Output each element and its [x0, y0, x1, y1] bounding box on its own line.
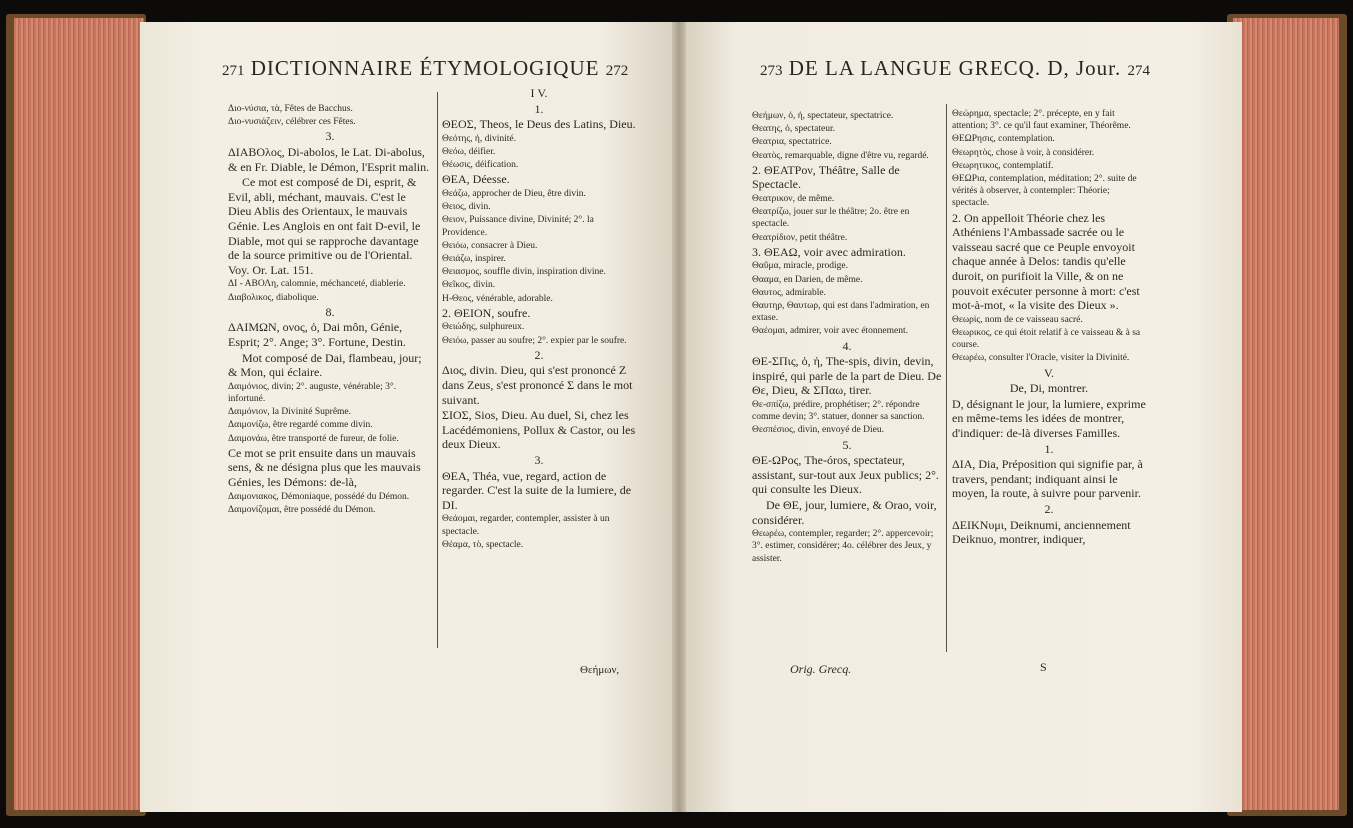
dictionary-entry: Θεάζω, approcher de Dieu, être divin. — [442, 188, 586, 199]
dictionary-entry: Θεότης, ἡ, divinité. — [442, 133, 517, 144]
dictionary-entry: Θεατης, ὁ, spectateur. — [752, 124, 835, 135]
dictionary-entry: Δαιμονίζω, être regardé comme divin. — [228, 420, 373, 431]
dictionary-entry: Θαέομαι, admirer, voir avec étonnement. — [752, 326, 909, 337]
book-gutter — [672, 22, 686, 812]
dictionary-entry: Θεωρητικος, contemplatif. — [952, 160, 1054, 171]
dictionary-entry: Θεόω, déifier. — [442, 146, 496, 157]
dictionary-entry: Θεωρέω, consulter l'Oracle, visiter la Divinité. — [952, 353, 1130, 364]
dictionary-entry: V. — [1043, 365, 1055, 380]
dictionary-entry: 5. — [842, 437, 852, 452]
left-column-1 — [228, 103, 432, 517]
right-page-number-b: 274 — [1127, 63, 1150, 79]
dictionary-entry: Θεωρέω, contempler, regarder; 2°. appercevoir; 3°. estimer, considérer; 4o. célébrer des Jeux, y assister. — [752, 529, 934, 564]
dictionary-entry: Θαυτος, admirable. — [752, 287, 826, 298]
dictionary-entry: 3. — [534, 452, 544, 467]
dictionary-entry: Θειασμος, souffle divin, inspiration divine. — [442, 267, 606, 278]
dictionary-entry: Διαβολικος, diabolique. — [228, 292, 319, 303]
dictionary-entry: Θεῖκος, divin. — [442, 280, 496, 291]
column-rule-left — [437, 92, 438, 648]
dictionary-entry: Θειώδης, sulphureux. — [442, 322, 525, 333]
right-page-number-a: 273 — [760, 63, 783, 79]
dictionary-entry: I V. — [530, 86, 548, 100]
dictionary-entry: Θειάζω, inspirer. — [442, 254, 506, 264]
dictionary-entry: Θεσπέσιος, divin, envoyé de Dieu. — [752, 425, 884, 436]
dictionary-entry: Θεατρια, spectatrice. — [752, 137, 832, 148]
dictionary-entry: ΘΕ-ΩΡος, The-óros, spectateur, assistant, sur-tout aux Jeux publics; 2°. qui consulte les Dieux. — [752, 453, 939, 497]
dictionary-entry: ΘΕΟΣ, Theos, le Deus des Latins, Dieu. — [442, 117, 636, 132]
left-column-2 — [442, 86, 636, 552]
dictionary-entry: Δαιμόνιος, divin; 2°. auguste, vénérable; 3°. infortuné. — [228, 381, 397, 404]
dictionary-entry: 3. — [325, 129, 335, 144]
dictionary-entry: ΘΕΩΡησις, contemplation. — [952, 134, 1055, 145]
dictionary-entry: Θεάομαι, regarder, contempler, assister à un spectacle. — [442, 514, 610, 537]
dictionary-entry: ΔΑΙΜΩΝ, ονος, ὁ, Dai môn, Génie, Esprit; 2°. Ange; 3°. Fortune, Destin. — [228, 320, 406, 349]
dictionary-entry: ΔΙ - ΑΒΟΛη, calomnie, méchanceté, diablerie. — [228, 279, 406, 290]
dictionary-entry: Θε-σπίζω, prédire, prophétiser; 2°. répondre comme devin; 3°. statuer, donner sa sanction. — [752, 400, 925, 423]
dictionary-entry: Θεωρικος, ce qui étoit relatif à ce vaisseau & à sa course. — [952, 327, 1141, 351]
dictionary-entry: 2. — [534, 347, 544, 362]
dictionary-entry: Θεατὸς, remarquable, digne d'être vu, regardé. — [752, 150, 929, 161]
dictionary-entry: Θεατρικον, de même. — [752, 194, 835, 204]
left-page-number-b: 272 — [605, 63, 629, 79]
dictionary-entry: Δαιμόνιον, la Divinité Suprême. — [228, 407, 352, 418]
dictionary-entry: Θεατρίζω, jouer sur le théâtre; 2o. être en spectacle. — [752, 207, 910, 230]
dictionary-entry: Δαιμονίζομαι, être possédé du Démon. — [228, 504, 376, 515]
dictionary-entry: ΘΕΑ, Théa, vue, regard, action de regarder. C'est la suite de la lumiere, de DI. — [442, 468, 632, 512]
left-page-title: DICTIONNAIRE ÉTYMOLOGIQUE — [250, 56, 600, 80]
dictionary-entry: 3. ΘΕΑΩ, voir avec admiration. — [752, 244, 906, 259]
right-page-title: DE LA LANGUE GRECQ. D, Jour. — [788, 56, 1122, 80]
dictionary-entry: Θέαμα, τὸ, spectacle. — [442, 539, 524, 550]
dictionary-entry: 2. On appelloit Théorie chez les Athéniens l'Ambassade sacrée ou le vaisseau sacré que ce Peuple envoyoit chaque année à Delos: tandis qu'elle duroit, on purifioit la Ville, & on ne pouvoit exécuter personne à mort: c'est mot-à-mot, « la visite des Dieux ». — [952, 210, 1140, 313]
signature-mark: S — [1040, 660, 1047, 674]
dictionary-entry: ΔΙΑΒΟλος, Di-abolos, le Lat. Di-abolus, & en Fr. Diable, le Démon, l'Esprit malin. — [228, 145, 430, 174]
dictionary-entry: Θαῦμα, miracle, prodige. — [752, 261, 848, 272]
dictionary-entry: ΘΕ-ΣΠις, ὁ, ἡ, The-spis, divin, devin, inspiré, qui parle de la part de Dieu. De Θε, Dieu, & ΣΠαω, tirer. — [752, 354, 942, 398]
footer-signature-label: Orig. Grecq. — [790, 662, 852, 676]
dictionary-entry: Δαιμονιακος, Démoniaque, possédé du Démon. — [228, 491, 410, 502]
dictionary-entry: Διος, divin. Dieu, qui s'est prononcé Z dans Zeus, s'est prononcé Σ dans le mot suivant. — [442, 363, 633, 407]
catchword: Θεήμων, — [580, 664, 620, 676]
dictionary-entry: Θεατρίδιον, petit théâtre. — [752, 232, 848, 243]
dictionary-entry: Θαυτηρ, Θαυτωρ, qui est dans l'admiration, en extase. — [752, 301, 930, 324]
column-rule-right — [946, 104, 947, 652]
dictionary-entry: Θειος, divin. — [442, 202, 491, 213]
dictionary-entry: Διο-νύσια, τὰ, Fêtes de Bacchus. — [228, 104, 353, 114]
dictionary-entry: Θειον, Puissance divine, Divinité; 2°. la Providence. — [442, 215, 594, 238]
right-column-1 — [752, 110, 942, 566]
dictionary-entry: Mot composé de Dai, flambeau, jour; & Mon, qui éclaire. — [228, 350, 422, 380]
dictionary-entry: 1. — [534, 101, 544, 116]
dictionary-entry: 2. ΘΕΙΟΝ, soufre. — [442, 305, 531, 320]
right-page-header — [760, 56, 1150, 81]
dictionary-entry: Η-Θεος, vénérable, adorable. — [442, 293, 553, 304]
dictionary-entry: Θααμα, en Darien, de même. — [752, 274, 863, 285]
dictionary-entry: ΘΕΩΡια, contemplation, méditation; 2°. suite de vérités à observer, à contempler: Théorie; spectacle. — [952, 174, 1137, 209]
dictionary-entry: 2. ΘΕΑΤΡον, Théâtre, Salle de Spectacle. — [752, 162, 900, 192]
dictionary-entry: 8. — [325, 304, 335, 319]
dictionary-entry: D, désignant le jour, la lumiere, exprime en même-tems les idées de montrer, d'indiquer: de-là diverses Familles. — [952, 396, 1146, 440]
dictionary-entry: Θεήμων, ὁ, ἡ, spectateur, spectatrice. — [752, 111, 894, 121]
left-page-number-a: 271 — [222, 63, 245, 79]
page-edges-right — [1233, 18, 1339, 810]
left-page-header — [222, 56, 628, 81]
dictionary-entry: ΣΙΟΣ, Sios, Dieu. Au duel, Si, chez les Lacédémoniens, Pollux & Castor, ou les deux Dieux. — [442, 408, 636, 452]
dictionary-entry: De, Di, montrer. — [1009, 381, 1089, 396]
dictionary-entry: Θεωρὶς, nom de ce vaisseau sacré. — [952, 314, 1083, 325]
dictionary-entry: Θεώρημα, spectacle; 2°. précepte, en y fait attention; 3°. ce qu'il faut examiner, Théorême. — [952, 109, 1131, 132]
dictionary-entry: Διο-νυσιάζειν, célébrer ces Fêtes. — [228, 117, 356, 128]
dictionary-entry: 2. — [1044, 501, 1054, 516]
dictionary-entry: Δαιμονάω, être transporté de fureur, de folie. — [228, 433, 399, 444]
right-column-2 — [952, 108, 1146, 548]
dictionary-entry: 1. — [1044, 441, 1054, 456]
dictionary-entry: Θεωρητὸς, chose à voir, à considérer. — [952, 147, 1095, 158]
dictionary-entry: ΘΕΑ, Déesse. — [442, 172, 510, 187]
dictionary-entry: 4. — [842, 338, 852, 353]
dictionary-entry: Ce mot se prit ensuite dans un mauvais sens, & ne désigna plus que les mauvais Génies, les Démons: de-là, — [228, 445, 421, 489]
dictionary-entry: Ce mot est composé de Di, esprit, & Evil, abli, méchant, mauvais. C'est le Dieu Ablis des Orientaux, le mauvais Génie. Les Anglois en ont fait D-evil, le Diable, mot qui se rapproche davantage de la source primitive ou de l'Oriental. Voy. Or. Lat. 151. — [228, 175, 421, 277]
dictionary-entry: Θέωσις, déification. — [442, 160, 519, 171]
page-edges-left — [14, 18, 144, 810]
dictionary-entry: Θειόω, passer au soufre; 2°. expier par le soufre. — [442, 335, 627, 346]
dictionary-entry: De ΘΕ, jour, lumiere, & Orao, voir, considérer. — [752, 497, 937, 527]
dictionary-entry: Θειόω, consacrer à Dieu. — [442, 240, 538, 251]
dictionary-entry: ΔΙΑ, Dia, Préposition qui signifie par, à travers, pendant; indiquant ainsi le moyen, la route, à suivre pour parvenir. — [952, 457, 1143, 501]
dictionary-entry: ΔΕΙΚΝυμι, Deiknumi, anciennement Deiknuo, montrer, indiquer, — [952, 517, 1131, 547]
